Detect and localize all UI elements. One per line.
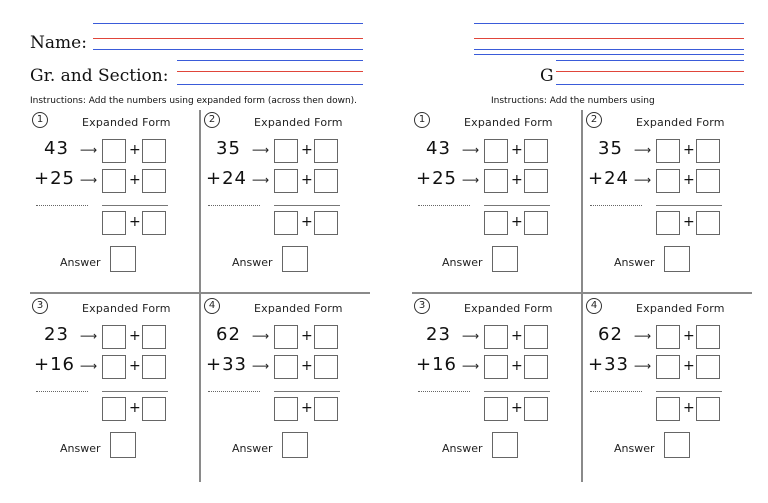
plus-sign: + [129,358,141,374]
sum-line [36,391,88,392]
expanded-sum-line [484,391,550,392]
instructions-left: Instructions: Add the numbers using expanded form (across then down). [30,96,358,106]
plus-sign: + [683,358,695,374]
sum-line [208,205,260,206]
grid-vertical-divider [581,110,583,482]
tens-box[interactable] [274,355,298,379]
arrow-right-icon: ⟶ [80,173,98,187]
plus-sign: + [301,214,313,230]
tens-sum-box[interactable] [274,397,298,421]
tens-box[interactable] [484,139,508,163]
plus-sign: + [683,214,695,230]
tens-sum-box[interactable] [484,397,508,421]
right-blue-line-4 [556,84,744,85]
arrow-right-icon: ⟶ [252,329,270,343]
top-addend: 35 [598,138,623,159]
sum-line [590,205,642,206]
sum-line [590,391,642,392]
expanded-form-label: Expanded Form [464,302,553,315]
ones-sum-box[interactable] [524,211,548,235]
right-blue-line-top [474,23,744,24]
problem-2 [202,110,370,290]
answer-box[interactable] [110,432,136,458]
expanded-sum-line [274,391,340,392]
section-blue-line-top [177,60,363,61]
bottom-addend: +24 [206,168,247,189]
ones-box[interactable] [142,325,166,349]
answer-label: Answer [442,256,483,269]
answer-label: Answer [442,442,483,455]
answer-box[interactable] [492,246,518,272]
answer-label: Answer [614,256,655,269]
problem-number: 4 [204,298,220,314]
plus-sign: + [301,172,313,188]
right-blue-line-2 [474,54,744,55]
plus-sign: + [129,172,141,188]
ones-box[interactable] [696,139,720,163]
answer-label: Answer [60,442,101,455]
tens-box[interactable] [484,169,508,193]
arrow-right-icon: ⟶ [634,173,652,187]
tens-box[interactable] [274,169,298,193]
top-addend: 35 [216,138,241,159]
problem-3 [30,296,198,476]
plus-sign: + [511,358,523,374]
answer-label: Answer [232,256,273,269]
right-red-line-2 [556,71,744,72]
plus-sign: + [511,172,523,188]
bottom-addend: +24 [588,168,629,189]
tens-box[interactable] [102,325,126,349]
sum-line [208,391,260,392]
arrow-right-icon: ⟶ [634,359,652,373]
tens-sum-box[interactable] [102,397,126,421]
ones-box[interactable] [696,169,720,193]
plus-sign: + [129,214,141,230]
expanded-sum-line [656,205,722,206]
problem-number: 2 [204,112,220,128]
plus-sign: + [511,328,523,344]
right-letter: G [540,66,554,86]
answer-box[interactable] [664,246,690,272]
plus-sign: + [683,328,695,344]
plus-sign: + [129,142,141,158]
top-addend: 23 [44,324,69,345]
problem-number: 1 [32,112,48,128]
worksheet-right [412,110,752,482]
expanded-form-label: Expanded Form [636,302,725,315]
name-blue-line-top [93,23,363,24]
problem-2 [584,110,752,290]
bottom-addend: +33 [206,354,247,375]
plus-sign: + [301,358,313,374]
ones-box[interactable] [524,325,548,349]
tens-box[interactable] [656,325,680,349]
expanded-form-label: Expanded Form [82,302,171,315]
sum-line [418,391,470,392]
arrow-right-icon: ⟶ [462,143,480,157]
problem-number: 1 [414,112,430,128]
sum-line [36,205,88,206]
expanded-form-label: Expanded Form [254,116,343,129]
section-blue-line-bottom [177,84,363,85]
answer-label: Answer [614,442,655,455]
ones-box[interactable] [142,139,166,163]
right-blue-line-3 [556,60,744,61]
arrow-right-icon: ⟶ [252,143,270,157]
plus-sign: + [683,400,695,416]
tens-sum-box[interactable] [102,211,126,235]
plus-sign: + [301,142,313,158]
expanded-form-label: Expanded Form [636,116,725,129]
ones-box[interactable] [524,169,548,193]
grid-vertical-divider [199,110,201,482]
expanded-sum-line [656,391,722,392]
top-addend: 23 [426,324,451,345]
ones-box[interactable] [142,355,166,379]
answer-box[interactable] [492,432,518,458]
ones-sum-box[interactable] [142,211,166,235]
sum-line [418,205,470,206]
problem-number: 3 [32,298,48,314]
ones-sum-box[interactable] [314,211,338,235]
answer-box[interactable] [282,432,308,458]
expanded-form-label: Expanded Form [82,116,171,129]
plus-sign: + [511,142,523,158]
tens-sum-box[interactable] [656,397,680,421]
expanded-sum-line [274,205,340,206]
arrow-right-icon: ⟶ [462,329,480,343]
section-label: Gr. and Section: [30,66,169,86]
arrow-right-icon: ⟶ [634,329,652,343]
ones-box[interactable] [314,325,338,349]
ones-box[interactable] [524,355,548,379]
tens-sum-box[interactable] [656,211,680,235]
tens-box[interactable] [102,169,126,193]
top-addend: 43 [426,138,451,159]
instructions-right: Instructions: Add the numbers using [491,96,655,106]
tens-box[interactable] [274,139,298,163]
problem-number: 2 [586,112,602,128]
ones-sum-box[interactable] [696,397,720,421]
expanded-sum-line [102,391,168,392]
arrow-right-icon: ⟶ [80,329,98,343]
tens-box[interactable] [484,325,508,349]
arrow-right-icon: ⟶ [252,359,270,373]
tens-box[interactable] [656,139,680,163]
ones-box[interactable] [142,169,166,193]
bottom-addend: +25 [416,168,457,189]
arrow-right-icon: ⟶ [252,173,270,187]
tens-sum-box[interactable] [274,211,298,235]
plus-sign: + [301,400,313,416]
top-addend: 62 [216,324,241,345]
expanded-sum-line [484,205,550,206]
ones-box[interactable] [314,139,338,163]
ones-box[interactable] [314,355,338,379]
ones-sum-box[interactable] [696,211,720,235]
ones-sum-box[interactable] [314,397,338,421]
answer-label: Answer [60,256,101,269]
plus-sign: + [301,328,313,344]
problem-1 [412,110,580,290]
grid-horizontal-divider [30,292,370,294]
problem-4 [584,296,752,476]
problem-4 [202,296,370,476]
ones-box[interactable] [524,139,548,163]
answer-box[interactable] [282,246,308,272]
tens-box[interactable] [102,355,126,379]
right-red-line [474,38,744,39]
ones-box[interactable] [696,325,720,349]
top-addend: 43 [44,138,69,159]
answer-label: Answer [232,442,273,455]
tens-sum-box[interactable] [484,211,508,235]
plus-sign: + [129,400,141,416]
grid-horizontal-divider [412,292,752,294]
plus-sign: + [511,214,523,230]
name-label: Name: [30,33,87,53]
tens-box[interactable] [274,325,298,349]
name-red-line [93,38,363,39]
problem-number: 4 [586,298,602,314]
answer-box[interactable] [664,432,690,458]
tens-box[interactable] [484,355,508,379]
right-blue-line-bottom [474,49,744,50]
arrow-right-icon: ⟶ [80,359,98,373]
plus-sign: + [683,172,695,188]
section-red-line [177,71,363,72]
name-blue-line-bottom [93,49,363,50]
tens-box[interactable] [102,139,126,163]
tens-box[interactable] [656,169,680,193]
bottom-addend: +16 [416,354,457,375]
ones-sum-box[interactable] [524,397,548,421]
problem-1 [30,110,198,290]
bottom-addend: +33 [588,354,629,375]
expanded-form-label: Expanded Form [254,302,343,315]
arrow-right-icon: ⟶ [462,359,480,373]
arrow-right-icon: ⟶ [634,143,652,157]
plus-sign: + [129,328,141,344]
worksheet-left [30,110,370,482]
bottom-addend: +16 [34,354,75,375]
plus-sign: + [683,142,695,158]
ones-sum-box[interactable] [142,397,166,421]
tens-box[interactable] [656,355,680,379]
ones-box[interactable] [696,355,720,379]
problem-number: 3 [414,298,430,314]
expanded-sum-line [102,205,168,206]
plus-sign: + [511,400,523,416]
top-addend: 62 [598,324,623,345]
arrow-right-icon: ⟶ [462,173,480,187]
problem-3 [412,296,580,476]
bottom-addend: +25 [34,168,75,189]
expanded-form-label: Expanded Form [464,116,553,129]
ones-box[interactable] [314,169,338,193]
answer-box[interactable] [110,246,136,272]
arrow-right-icon: ⟶ [80,143,98,157]
